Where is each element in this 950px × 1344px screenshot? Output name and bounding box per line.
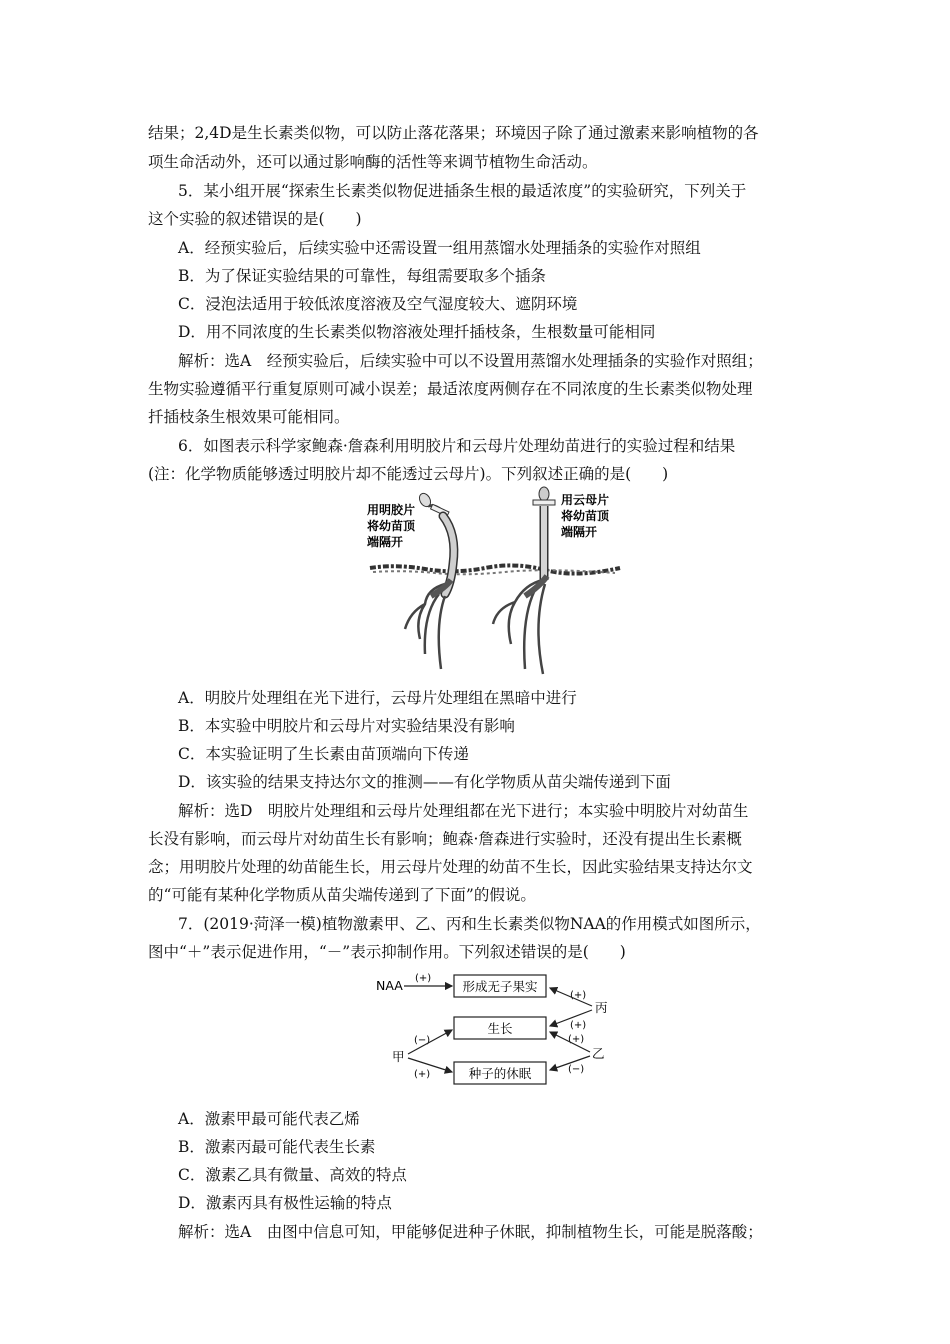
option-d: D．激素丙具有极性运输的特点 bbox=[178, 1194, 392, 1212]
fig-label: 将幼苗顶 bbox=[367, 519, 416, 533]
text-line: 扦插枝条生根效果可能相同。 bbox=[148, 408, 350, 426]
question-6-stem: (注：化学物质能够透过明胶片却不能透过云母片)。下列叙述正确的是( ) bbox=[148, 465, 669, 483]
effect-sign: (+) bbox=[415, 973, 432, 984]
box-label: 形成无子果实 bbox=[462, 979, 538, 994]
fig-label: 将幼苗顶 bbox=[561, 509, 610, 523]
text-line: 项生命活动外，还可以通过影响酶的活性等来调节植物生命活动。 bbox=[148, 153, 598, 171]
fig-label: 端隔开 bbox=[367, 535, 404, 549]
effect-sign: (−) bbox=[414, 1035, 431, 1046]
effect-sign: (+) bbox=[570, 990, 587, 1001]
effect-sign: (−) bbox=[568, 1064, 585, 1075]
text-line: 生物实验遵循平行重复原则可减小误差；最适浓度两侧存在不同浓度的生长素类似物处理 bbox=[148, 380, 753, 398]
option-c: C．浸泡法适用于较低浓度溶液及空气湿度较大、遮阴环境 bbox=[178, 295, 578, 313]
answer-7: 解析：选A 由图中信息可知，甲能够促进种子休眠，抑制植物生长，可能是脱落酸； bbox=[178, 1223, 763, 1241]
question-7: 7．(2019·菏泽一模)植物激素甲、乙、丙和生长素类似物NAA的作用模式如图所示， bbox=[178, 915, 761, 933]
text-line: 结果；2,4D是生长素类似物，可以防止落花落果；环境因子除了通过激素来影响植物的各 bbox=[148, 124, 759, 142]
naa-label: NAA bbox=[376, 978, 403, 993]
option-b: B．激素丙最可能代表生长素 bbox=[178, 1138, 376, 1156]
answer-5: 解析：选A 经预实验后，后续实验中可以不设置用蒸馏水处理插条的实验作对照组； bbox=[178, 352, 763, 370]
option-a: A．明胶片处理组在光下进行，云母片处理组在黑暗中进行 bbox=[178, 689, 577, 707]
jia-label: 甲 bbox=[392, 1049, 405, 1064]
option-a: A．激素甲最可能代表乙烯 bbox=[178, 1110, 360, 1128]
effect-sign: (+) bbox=[570, 1020, 587, 1031]
hormone-diagram bbox=[370, 966, 620, 1096]
bing-label: 丙 bbox=[595, 1000, 608, 1015]
option-d: D．该实验的结果支持达尔文的推测——有化学物质从苗尖端传递到下面 bbox=[178, 773, 671, 791]
option-d: D．用不同浓度的生长素类似物溶液处理扦插枝条，生根数量可能相同 bbox=[178, 323, 656, 341]
effect-sign: (+) bbox=[414, 1069, 431, 1080]
effect-sign: (+) bbox=[568, 1034, 585, 1045]
seedling-experiment-figure bbox=[365, 484, 625, 682]
left-label bbox=[366, 502, 416, 549]
question-6: 6．如图表示科学家鲍森·詹森利用明胶片和云母片处理幼苗进行的实验过程和结果 bbox=[178, 437, 736, 455]
fig-label: 用明胶片 bbox=[367, 503, 416, 517]
box-label: 生长 bbox=[487, 1021, 513, 1036]
right-label bbox=[560, 492, 610, 539]
option-c: C．本实验证明了生长素由苗顶端向下传递 bbox=[178, 745, 469, 763]
text-line: 长没有影响，而云母片对幼苗生长有影响；鲍森·詹森进行实验时，还没有提出生长素概 bbox=[148, 830, 742, 848]
option-c: C．激素乙具有微量、高效的特点 bbox=[178, 1166, 407, 1184]
soil-line bbox=[370, 565, 620, 574]
question-5: 5．某小组开展“探索生长素类似物促进插条生根的最适浓度”的实验研究，下列关于 bbox=[178, 182, 747, 200]
fig-label: 端隔开 bbox=[561, 525, 598, 539]
text-line: 念；用明胶片处理的幼苗能生长，用云母片处理的幼苗不生长，因此实验结果支持达尔文 bbox=[148, 858, 753, 876]
box-label: 种子的休眠 bbox=[468, 1066, 532, 1081]
text-line: 的“可能有某种化学物质从苗尖端传递到了下面”的假说。 bbox=[148, 886, 536, 904]
option-b: B．本实验中明胶片和云母片对实验结果没有影响 bbox=[178, 717, 515, 735]
option-b: B．为了保证实验结果的可靠性，每组需要取多个插条 bbox=[178, 267, 546, 285]
question-7-stem: 图中“＋”表示促进作用，“－”表示抑制作用。下列叙述错误的是( ) bbox=[148, 943, 626, 961]
fig-label: 用云母片 bbox=[561, 493, 610, 507]
yi-label: 乙 bbox=[592, 1046, 605, 1061]
answer-6: 解析：选D 明胶片处理组和云母片处理组都在光下进行；本实验中明胶片对幼苗生 bbox=[178, 802, 749, 820]
mica-seedling bbox=[493, 487, 555, 674]
option-a: A．经预实验后，后续实验中还需设置一组用蒸馏水处理插条的实验作对照组 bbox=[178, 239, 701, 257]
question-5-stem: 这个实验的叙述错误的是( ) bbox=[148, 210, 362, 228]
